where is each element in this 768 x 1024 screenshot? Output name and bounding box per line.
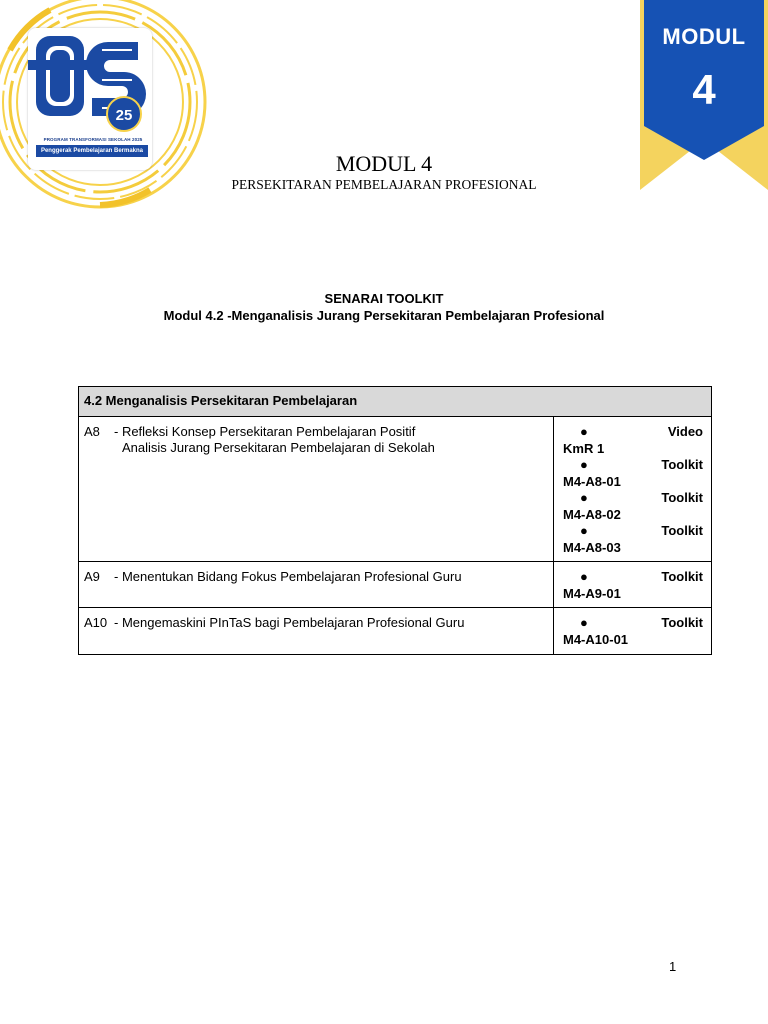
table-row bbox=[79, 608, 712, 655]
module-badge-number: 4 bbox=[692, 66, 716, 113]
bullet: ● bbox=[580, 523, 588, 538]
toolkit-item bbox=[563, 424, 703, 457]
ts25-emblem bbox=[28, 28, 152, 138]
section-heading: SENARAI TOOLKIT bbox=[324, 291, 444, 306]
logo-tagline: Penggerak Pembelajaran Bermakna bbox=[36, 145, 148, 157]
bullet: ● bbox=[580, 569, 588, 584]
activity-cell bbox=[79, 417, 554, 562]
activity-code: A8 bbox=[84, 424, 100, 439]
bullet: ● bbox=[580, 490, 588, 505]
activity-cell bbox=[79, 608, 554, 655]
toolkit-table bbox=[78, 386, 712, 655]
table-header-row bbox=[79, 387, 712, 417]
toolkit-word: Toolkit bbox=[661, 569, 703, 584]
bullet: ● bbox=[580, 615, 588, 630]
page-subtitle: PERSEKITARAN PEMBELAJARAN PROFESIONAL bbox=[231, 177, 537, 192]
toolkit-cell bbox=[554, 417, 712, 562]
toolkit-item bbox=[563, 615, 703, 648]
activity-code: A10 bbox=[84, 615, 108, 630]
table-row bbox=[79, 417, 712, 562]
toolkit-word: Video bbox=[667, 424, 703, 439]
toolkit-word: Toolkit bbox=[661, 490, 703, 505]
toolkit-cell bbox=[554, 562, 712, 608]
toolkit-word: Toolkit bbox=[661, 615, 703, 630]
toolkit-ref: M4-A10-01 bbox=[563, 631, 629, 647]
toolkit-ref: M4-A8-03 bbox=[563, 539, 621, 555]
bullet: ● bbox=[580, 424, 588, 439]
toolkit-word: Toolkit bbox=[661, 457, 703, 472]
toolkit-item bbox=[563, 523, 703, 556]
toolkit-item bbox=[563, 490, 703, 523]
activity-text: - Menentukan Bidang Fokus Pembelajaran Profesional Guru bbox=[114, 569, 462, 584]
activity-text: - Mengemaskini PInTaS bagi Pembelajaran Profesional Guru bbox=[114, 615, 465, 630]
bullet: ● bbox=[580, 457, 588, 472]
toolkit-ref: KmR 1 bbox=[563, 440, 605, 456]
toolkit-word: Toolkit bbox=[661, 523, 703, 538]
toolkit-ref: M4-A8-01 bbox=[563, 473, 621, 489]
logo-caption: PROGRAM TRANSFORMASI SEKOLAH 2025 bbox=[43, 137, 143, 142]
toolkit-item bbox=[563, 569, 703, 602]
activity-text-line2: Analisis Jurang Persekitaran Pembelajaran di Sekolah bbox=[122, 440, 435, 455]
page-title: MODUL 4 bbox=[335, 151, 433, 176]
activity-text: - Refleksi Konsep Persekitaran Pembelajaran Positif bbox=[114, 424, 416, 439]
toolkit-item bbox=[563, 457, 703, 490]
module-badge-label: MODUL bbox=[662, 24, 746, 49]
page-number: 1 bbox=[669, 959, 677, 974]
logo-number: 25 bbox=[115, 107, 133, 124]
toolkit-ref: M4-A8-02 bbox=[563, 506, 621, 522]
toolkit-ref: M4-A9-01 bbox=[563, 585, 621, 601]
table-row bbox=[79, 562, 712, 608]
activity-cell bbox=[79, 562, 554, 608]
activity-code: A9 bbox=[84, 569, 100, 584]
table-header: 4.2 Menganalisis Persekitaran Pembelajaran bbox=[79, 387, 712, 417]
toolkit-cell bbox=[554, 608, 712, 655]
section-subheading: Modul 4.2 -Menganalisis Jurang Persekitaran Pembelajaran Profesional bbox=[163, 308, 605, 323]
